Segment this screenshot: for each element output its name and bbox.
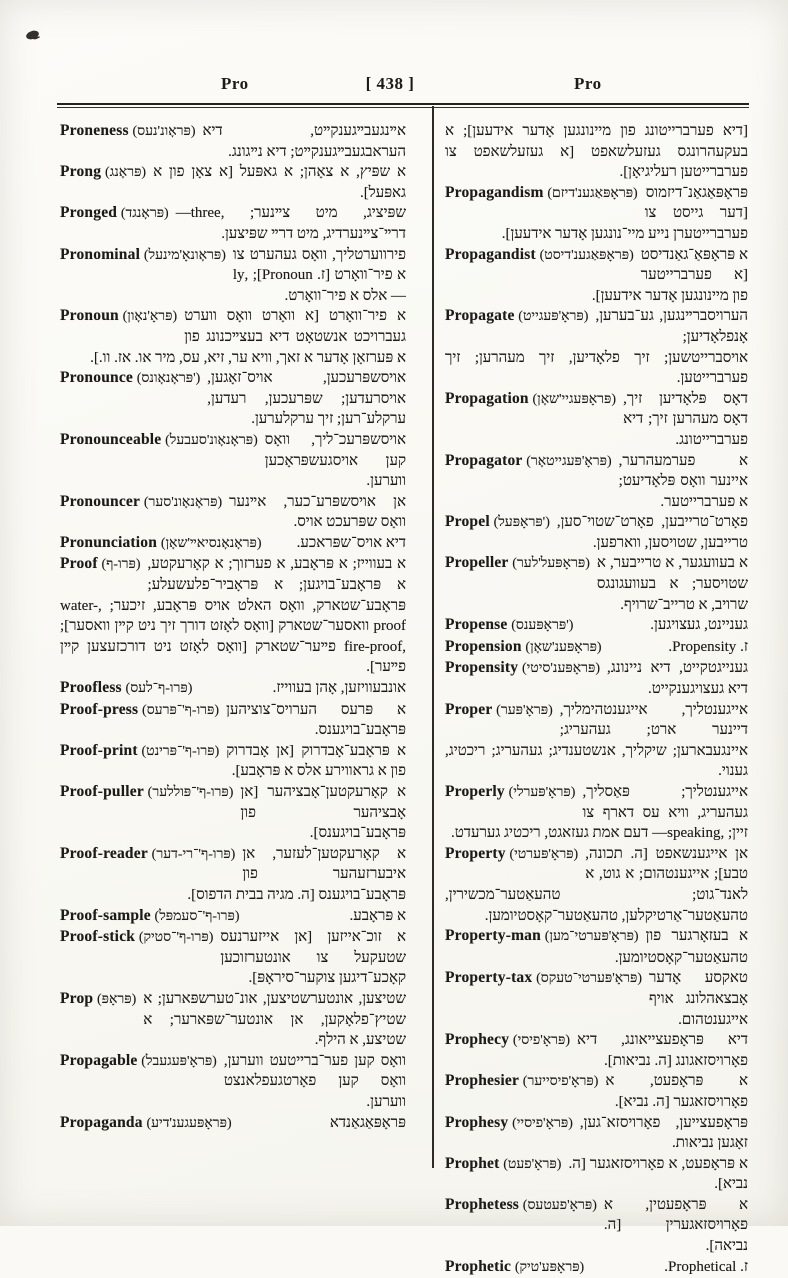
dictionary-entry xyxy=(60,1113,406,1135)
dictionary-entry xyxy=(445,183,748,245)
entry-head xyxy=(445,926,639,948)
entry-pronunciation: (פּראָ'פּערטי־טעקס) xyxy=(536,971,643,987)
entry-pronunciation: (פּרו-ף'־רי-דער) xyxy=(151,846,236,862)
column-right xyxy=(445,121,748,1278)
entry-definition: דאָס פּלאָדיען זיך, דאָס מעהרען זיך; דיא פערברייטונג. xyxy=(623,390,748,448)
entry-head xyxy=(60,1113,232,1135)
dictionary-entry xyxy=(445,245,748,307)
dictionary-entry xyxy=(60,203,406,244)
entry-pronunciation: (פּראָפּעל') xyxy=(493,515,550,531)
entry-headword: Prophet xyxy=(445,1154,500,1172)
entry-definition: א פּראָבע־אָבדרוק [אן אָבדרוק פון א גראווירע אלס א פּראָבע]. xyxy=(226,742,406,780)
entry-head xyxy=(60,678,192,700)
header-rule xyxy=(57,103,749,108)
entry-head xyxy=(60,1051,217,1073)
dictionary-entry xyxy=(445,1113,748,1154)
entry-head xyxy=(445,1113,573,1135)
dictionary-entry xyxy=(60,121,406,162)
entry-headword: Proofless xyxy=(60,679,122,697)
entry-headword: Pronounce xyxy=(60,369,133,387)
entry-head xyxy=(60,844,235,866)
dictionary-entry xyxy=(445,1154,748,1195)
entry-headword: Pronunciation xyxy=(60,533,158,551)
dictionary-entry xyxy=(445,512,748,553)
entry-head xyxy=(445,245,634,267)
entry-headword: Proof-stick xyxy=(60,928,136,946)
entry-head xyxy=(445,512,550,534)
entry-definition: אייגענטליך, אייגענטהימליך, דיינער ארט; געהעריג; איינגעבארען; שיקליך, אנשטענדיג; געהעריג; ריכטיג, גענוי. xyxy=(445,701,748,780)
dictionary-entry xyxy=(60,162,406,203)
entry-headword: Properly xyxy=(445,783,505,800)
entry-head xyxy=(445,1154,561,1176)
entry-head xyxy=(60,162,146,184)
entry-headword: Property xyxy=(445,844,506,862)
entry-pronunciation: (פּרו-ף) xyxy=(101,557,141,573)
entry-pronunciation: (פּראָפּעגענ'דיע) xyxy=(146,1115,232,1131)
entry-definition: אויסשפּרעכ־ליך, וואָס קען אויסגעשפּראָכען ווערען. xyxy=(264,431,406,490)
dictionary-entry xyxy=(445,451,748,513)
entry-definition: אייגענטליך; פּאַסליך, געהעריג, וויא עס דארף צו זיין; ,speaking— דעם אמת געזאגט, ריכטיג גערעדט. xyxy=(450,784,748,842)
entry-definition: א בעווייז; א פּראָבע, א פערזוך; א קאָרעקטע, א פּראָבע־בויגען; א פּראָביר־פלעשעלע; פּראָבע־שטארק, וואָס האלט אויס פּראָבע, זיכער; ,water-proof וואסער־שטארק [וואָס לאָזט דורך זיך ניט קײן וואסער]; ,fire-proof פײער־שטארק [וואָס לאָזט ניט דורכזעצען קײן פײער]. xyxy=(60,556,406,676)
dictionary-entry xyxy=(60,989,406,1051)
entry-headword: Proof-sample xyxy=(60,906,151,924)
entry-head xyxy=(445,1030,570,1052)
entry-head xyxy=(60,533,262,555)
entry-head xyxy=(445,451,612,473)
entry-pronunciation: (פּראָנאָונ'סער) xyxy=(143,494,223,510)
dictionary-entry xyxy=(445,1257,748,1278)
entry-headword: Pronoun xyxy=(60,307,119,325)
dictionary-entry xyxy=(60,533,406,555)
entry-definition: גענייגטקייט, דיא ניינונג, דיא געצויגענקייט. xyxy=(607,660,748,698)
entry-pronunciation: (פּראָפּענ'שאָן) xyxy=(525,639,602,655)
entry-headword: Propagate xyxy=(445,307,515,325)
entry-pronunciation: (פּראָונ'נעס) xyxy=(132,124,196,139)
entry-pronunciation: (פּראָפּעגיי'שאָן) xyxy=(532,391,617,407)
entry-definition: פירווערטליך, וואָס געהערט צו א פיר־וואָרט [ז. Pronoun]; ,ly— אלס א פיר־וואָרט. xyxy=(232,246,406,304)
column-left xyxy=(60,121,406,1134)
entry-definition: שטיצען, אונטערשטיצען, אונ־טערשפּארען; א שטיץ־פלאָקען, אן אונטער־שפּארער; א שטיצע, א הילף. xyxy=(143,990,406,1049)
text-columns xyxy=(60,121,748,1278)
entry-head xyxy=(445,782,575,804)
entry-pronunciation: (פּראָ'פּעגייט) xyxy=(518,309,589,325)
entry-definition: פּראָפּאַגאַנ־דיזמוס [דער גייסט צו פערברייטערן נייע מיי־נונגען אָדער אידעען]. xyxy=(501,184,748,242)
entry-pronunciation: (פּראָנג) xyxy=(104,165,147,181)
dictionary-entry xyxy=(60,492,406,533)
entry-head xyxy=(445,1195,597,1217)
entry-definition: אן אויסשפּרע־כער, אײנער וואָס שפּרעכט אויס. xyxy=(229,493,406,531)
dictionary-entry xyxy=(60,741,406,782)
entry-headword: Pronged xyxy=(60,204,118,222)
entry-pronunciation: (פּראָפּע'טיק) xyxy=(514,1259,585,1275)
entry-pronunciation: (פּרו-ף'־פּרינט) xyxy=(141,743,220,759)
dictionary-entry xyxy=(60,306,406,368)
entry-pronunciation: (פּראָפּאַגענ'דיסט) xyxy=(539,247,634,263)
entry-definition: אויסשפּרעכען, אויס־זאָגען, אויסרעדען; שפּרעכען, רעדען, ערקלע־רען; זיך ערקלערען. xyxy=(207,370,406,428)
entry-headword: Prophesier xyxy=(445,1072,520,1090)
entry-pronunciation: (פּראָנאָנסיאײ'שאָן) xyxy=(160,535,262,551)
entry-head xyxy=(445,700,553,722)
entry-headword: Propeller xyxy=(445,554,509,572)
entry-headword: Prong xyxy=(60,163,102,181)
entry-definition: פּראָפּאַגאַנדא xyxy=(329,1114,406,1131)
dictionary-entry xyxy=(445,637,748,659)
entry-pronunciation: (פּראָ'פּעגייטאָר) xyxy=(526,453,612,469)
dictionary-entry xyxy=(445,1030,748,1071)
entry-pronunciation: (פּראָ'פעטעס) xyxy=(522,1197,597,1213)
entry-headword: Proof xyxy=(60,555,98,573)
entry-head xyxy=(445,615,573,637)
entry-definition: א בעוועגער, א טרייבער, א שטויסער; א בעוועגונגס שרויב, א טרייב־שרויף. xyxy=(596,555,748,613)
entry-definition: א פּראָפעט, א פאָרויסזאגער [ה. נביא]. xyxy=(568,1155,748,1193)
entry-definition: ז. Prophetical. xyxy=(664,1258,748,1275)
entry-headword: Proneness xyxy=(60,122,129,139)
dictionary-entry xyxy=(60,368,406,430)
entry-definition: פּראָפעצייען, פאָרויסזא־גען, זאָגען נביאות. xyxy=(579,1114,748,1152)
entry-pronunciation: (פּראָ'פיסייער) xyxy=(522,1074,599,1090)
entry-headword: Propension xyxy=(445,637,522,655)
dictionary-entry xyxy=(445,700,748,782)
entry-pronunciation: (פּראָנגד) xyxy=(120,206,169,222)
entry-pronunciation: (פּרו-ף'־סעמפּל) xyxy=(154,908,240,924)
entry-headword: Proof-print xyxy=(60,741,138,759)
entry-definition: א פּראָפעטין, א פאָרויסזאגערין [ה. נביאה]. xyxy=(603,1196,748,1255)
entry-pronunciation: (פּראָונאָ'מינעל) xyxy=(143,247,226,263)
entry-head xyxy=(60,492,222,514)
entry-pronunciation: (פּראָפּאַגענ'דיזם) xyxy=(547,185,638,201)
entry-definition: א קאָרעקטען־לעזער, אן איבערזעהער פון פּראָבע־בויגענס [ה. מגיה בבית הדפוס]. xyxy=(187,845,406,903)
dictionary-entry xyxy=(445,844,748,926)
entry-headword: Pronominal xyxy=(60,245,141,263)
entry-pronunciation: (פּראָ'פּעגעבל) xyxy=(141,1053,217,1069)
entry-definition: א פּראָפּאַ־גאַנדיסט [א פערברייטער פון מיינונגען אָדער אידעען]. xyxy=(591,246,748,304)
entry-head xyxy=(445,389,616,411)
entry-pronunciation: (פּראָ'פיסיי) xyxy=(512,1115,573,1131)
entry-headword: Prophecy xyxy=(445,1031,510,1049)
entry-head xyxy=(60,906,240,928)
entry-headword: Propagandist xyxy=(445,245,536,263)
dictionary-entry xyxy=(445,1071,748,1112)
dictionary-entry xyxy=(60,554,406,678)
entry-pronunciation: (פּראָ'פּערלי) xyxy=(508,785,576,800)
entry-pronunciation: (פּראָ'נאָון) xyxy=(122,309,178,325)
entry-definition: א בעזאָרגער פון טהעאַטער־קאָסטיומען. xyxy=(614,928,748,966)
entry-head xyxy=(60,245,226,267)
entry-head xyxy=(60,782,233,804)
dictionary-entry xyxy=(445,553,748,615)
entry-pronunciation: (פּראָ'פעט) xyxy=(503,1156,562,1172)
entry-headword: Propel xyxy=(445,513,490,531)
entry-definition: טאקסע אָדער אָבצאהלונג אויף אייגענטהום. xyxy=(649,970,748,1028)
dictionary-entry xyxy=(445,658,748,699)
entry-headword: Property-tax xyxy=(445,969,533,987)
entry-definition: דיא אויס־שפּראכע. xyxy=(296,534,406,551)
entry-head xyxy=(445,1071,598,1093)
entry-definition: א שפּיץ, א צאָהן; א גאפּעל [א צאָן פון א גאפּעל]. xyxy=(153,164,406,201)
entry-head xyxy=(445,183,638,205)
dictionary-entry xyxy=(60,430,406,492)
entry-head xyxy=(445,553,590,575)
entry-head xyxy=(60,989,136,1011)
entry-pronunciation: (פּראָפּ) xyxy=(97,991,137,1007)
dictionary-entry xyxy=(60,1051,406,1113)
entry-pronunciation: (פּראָפּעל'לער) xyxy=(512,556,590,572)
entry-head xyxy=(60,741,219,763)
dictionary-entry xyxy=(445,782,748,844)
dictionary-entry xyxy=(445,389,748,451)
dictionary-entry xyxy=(60,927,406,989)
entry-pronunciation: (פּראָפּענס') xyxy=(511,618,574,634)
running-title-left: Pro xyxy=(221,74,249,93)
entry-definition: וואָס קען פער־ברייטעט ווערען, וואָס קען פאָרטגעפלאנצט ווערען. xyxy=(223,1052,406,1110)
entry-pronunciation: (פּראָ'פיסי) xyxy=(512,1033,571,1049)
entry-definition: א פיר־וואָרט [א וואָרט וואָס ווערט געברויכט אנשטאָט דיא בעצײכנונג פון א פּערזאָן אָדער א זאך, וויא ער, זיא, עס, מיר או. אז. וו.]. xyxy=(90,308,406,366)
entry-headword: Propensity xyxy=(445,659,519,677)
entry-headword: Propaganda xyxy=(60,1113,143,1131)
entry-definition: דיא פּראָפעצייאונג, דיא פאָרויסזאגונג [ה. נביאות]. xyxy=(577,1032,748,1069)
entry-headword: Propense xyxy=(445,616,508,634)
entry-headword: Propagable xyxy=(60,1051,138,1069)
entry-head xyxy=(445,637,602,659)
entry-head xyxy=(445,1257,584,1278)
entry-pronunciation: (פּרו-ף־לעס) xyxy=(125,681,193,697)
entry-pronunciation: (פּראָנאָונ'סעבעל) xyxy=(165,432,258,448)
dictionary-entry xyxy=(60,782,406,844)
entry-definition: פאָרט־טרייבען, פאָרט־שטוי־סען, טרייבען, שטויסען, ווארפען. xyxy=(556,514,748,551)
entry-definition: שפּיציג, מיט צײנער; ,three— דרײ־צײנערדיג, מיט דרײ שפּיצען. xyxy=(175,205,406,242)
entry-headword: Proof-press xyxy=(60,700,139,718)
entry-headword: Pronounceable xyxy=(60,430,162,448)
entry-headword: Prop xyxy=(60,989,94,1007)
entry-definition: הערויסברײנגען, גע־בערען, אָנפלאָדיען; אויסברייטשען; זיך פלאָדיען, זיך מעהרען; זיך פערברייטען. xyxy=(445,308,748,387)
entry-headword: Prophetic xyxy=(445,1257,512,1275)
entry-definition: א פּראָפעט, א פאָרויסזאגער [ה. נביא]. xyxy=(605,1073,748,1110)
entry-headword: Proper xyxy=(445,700,493,718)
entry-head xyxy=(60,430,258,452)
entry-head xyxy=(60,554,141,576)
dictionary-entry xyxy=(60,700,406,741)
entry-head xyxy=(60,368,200,390)
dictionary-entry xyxy=(60,678,406,700)
dictionary-entry xyxy=(445,306,748,388)
entry-pronunciation: (פּראָ'פּערטי־מען) xyxy=(544,929,639,945)
entry-headword: Propagandism xyxy=(445,183,544,201)
entry-head xyxy=(60,306,177,328)
entry-head xyxy=(445,968,642,990)
entry-definition: ז. Propensity. xyxy=(668,638,748,655)
scan-smudge xyxy=(25,29,40,41)
dictionary-entry xyxy=(60,906,406,928)
entry-head xyxy=(445,844,578,866)
entry-definition: אן אייגענשאפט [ה. תכונה, טבע]; אייגענטהום; א גוט, א לאנד־גוט; טהעאַטער־מכשירין, טהעאַטער־אַרטיקלען, טהעאַטער־קאָסטיומען. xyxy=(445,845,748,924)
entry-head xyxy=(445,658,600,680)
entry-definition: אײנגעבײגענקײט, דיא העראבגעבײגענקײט; דיא נײגונג. xyxy=(202,123,406,160)
entry-head xyxy=(60,203,169,225)
entry-headword: Property-man xyxy=(445,927,541,945)
running-title-right: Pro xyxy=(574,74,602,93)
entry-pronunciation: (פּראָ'פּער) xyxy=(496,702,553,718)
dictionary-entry xyxy=(60,245,406,307)
entry-continuation: [דיא פערברייטונג פון מיינונגען אָדער אידעען]; א בעקעהרונגס געזעלשאפט [א געזעלשאפט צו פערברייטען רעליגיאָן]. xyxy=(445,123,748,181)
entry-head xyxy=(60,927,213,949)
entry-definition: א זוכ־אייזען [אן אייזערנעס שטעקעל צו אונטערזוכען קאָכע־דיגען צוקער־סיראָפּ]. xyxy=(220,929,406,987)
entry-pronunciation: (פּראָ'פּערטי) xyxy=(509,846,579,862)
entry-pronunciation: (פּראָנאָונס') xyxy=(136,371,201,387)
entry-headword: Pronouncer xyxy=(60,492,141,510)
entry-definition: א פּרעס הערויס־צוציהען פּראָבע־בויגענס. xyxy=(226,701,406,739)
entry-head xyxy=(445,306,588,328)
entry-definition: געניינט, געצויגען. xyxy=(650,617,748,634)
dictionary-entry xyxy=(445,968,748,1030)
entry-headword: Proof-puller xyxy=(60,783,144,800)
entry-pronunciation: (פּרו-ף'־סטיק) xyxy=(138,930,214,946)
entry-headword: Prophesy xyxy=(445,1113,509,1131)
entry-pronunciation: (פּרו-ף'־פּוללער) xyxy=(147,785,234,800)
entry-headword: Proof-reader xyxy=(60,844,148,862)
dictionary-entry xyxy=(445,926,748,968)
entry-headword: Prophetess xyxy=(445,1195,520,1213)
entry-definition: א פּראָבע. xyxy=(349,907,406,924)
entry-pronunciation: (פּראָפּענ'סיטי) xyxy=(521,661,601,677)
entry-definition: א קאָרעקטען־אָבציהער [אן אָבציהער פון פּראָבע־בויגענס]. xyxy=(240,784,406,842)
entry-headword: Propagator xyxy=(445,451,523,469)
dictionary-entry xyxy=(60,844,406,906)
entry-head xyxy=(60,700,219,722)
entry-pronunciation: (פּרו-ף'־פּרעס) xyxy=(142,702,220,718)
entry-definition: א פערמעהרער, איינער וואָס פּלאָדיעט; א פערברייטער. xyxy=(618,452,748,510)
page-number: [ 438 ] xyxy=(365,74,415,93)
entry-headword: Propagation xyxy=(445,389,529,407)
page-header xyxy=(0,74,788,100)
entry-head xyxy=(60,121,196,143)
entry-definition: אונבעוויזען, אָהן בעווייז. xyxy=(272,680,406,697)
dictionary-entry xyxy=(445,615,748,637)
